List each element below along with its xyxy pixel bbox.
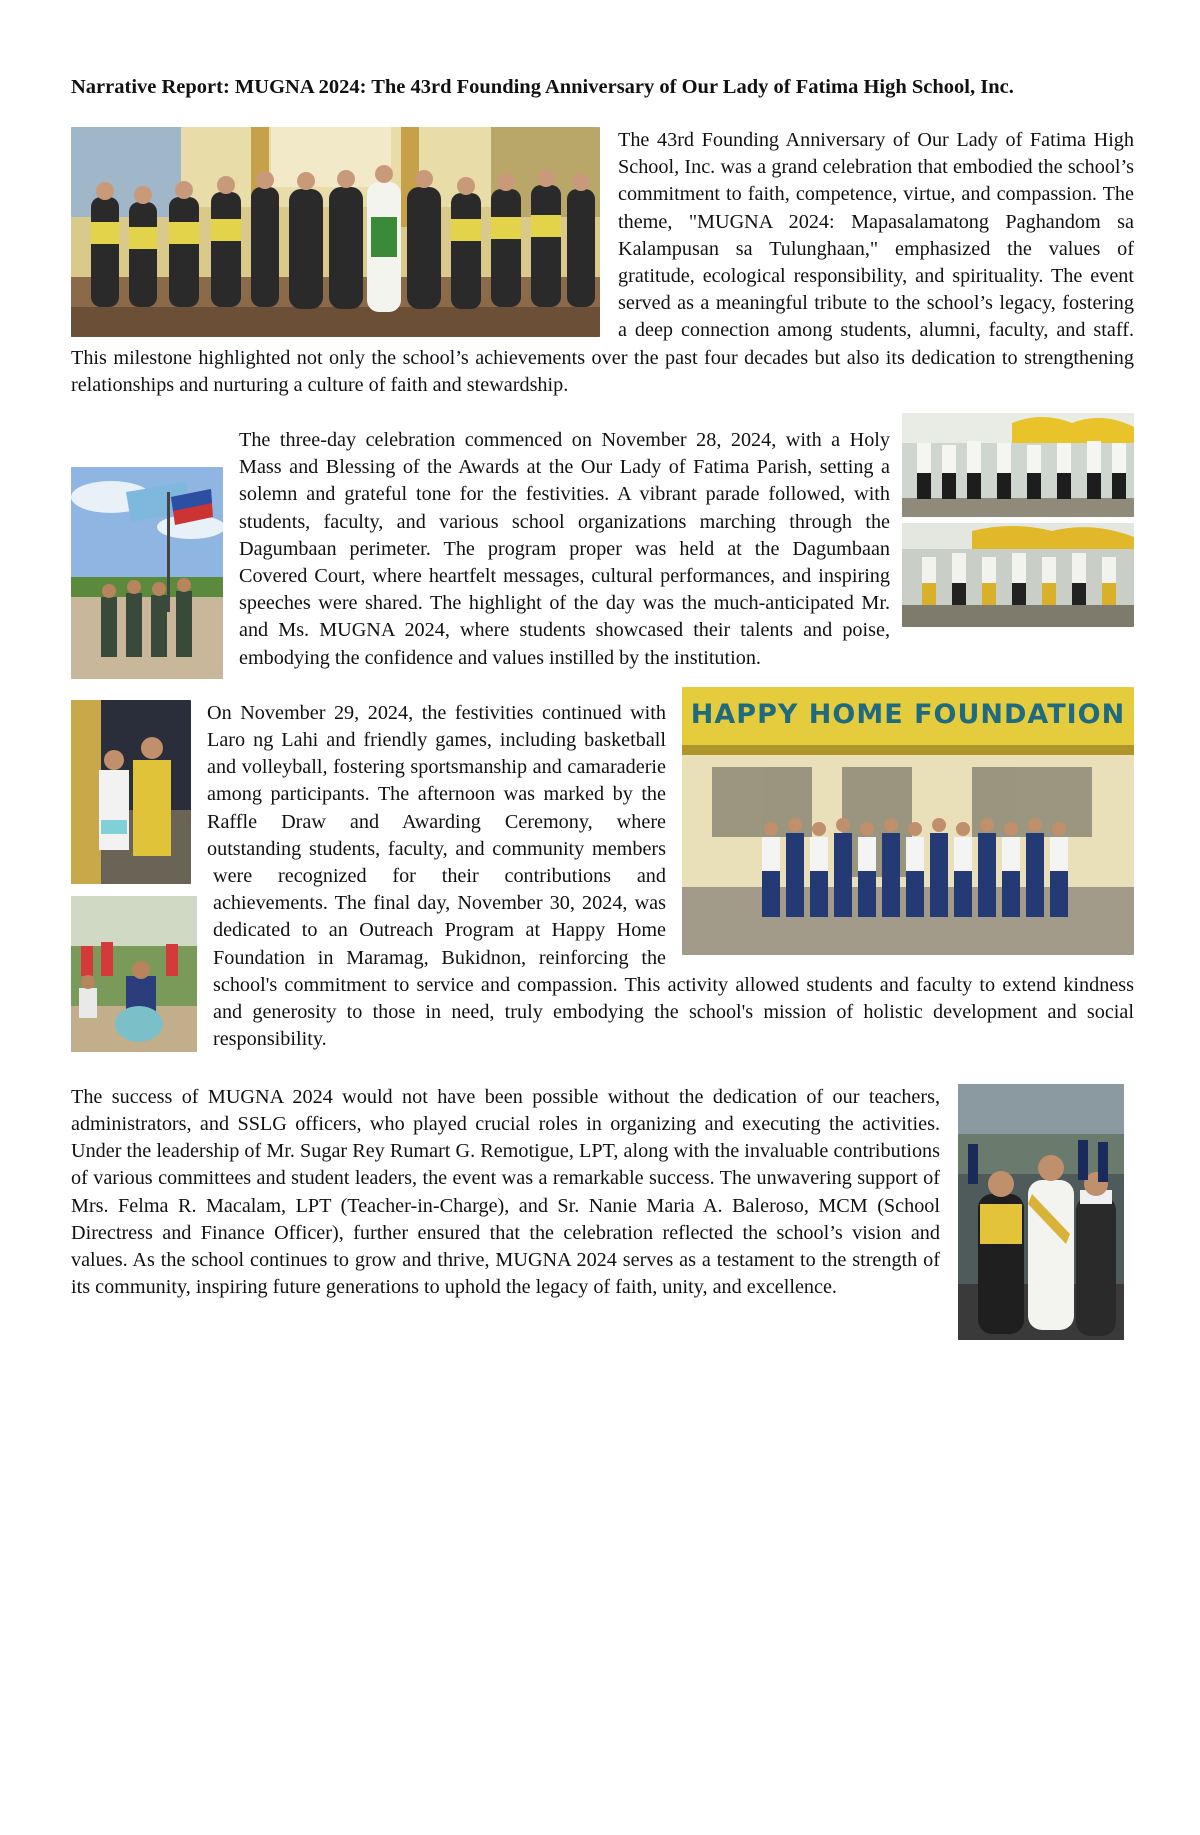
paragraph-acknowledgement: The success of MUGNA 2024 would not have been possible without the dedication of our teachers, administrators, and SSLG officers, who played crucial roles in organizing and executing the activities. Under the leadership of Mr. Sugar Rey Rumart G. Remotigue, LPT, along with the invaluable contributions of various committees and student leaders, the event was a remarkable success. The unwavering support of Mrs. Felma R. Macalam, LPT (Teacher-in-Charge), and Sr. Nanie Maria A. Baleroso, MCM (School Directress and Finance Officer), further ensured that the celebration reflected the school’s vision and values. As the school continues to grow and thrive, MUGNA 2024 serves as a testament to the strength of its community, inspiring future generations to uphold the legacy of faith, unity, and excellence. xyxy=(71,1085,940,1299)
paragraph-celebration: The three-day celebration commenced on November 28, 2024, with a Holy Mass and Blessing of the Awards at the Our Lady of Fatima Parish, setting a solemn and grateful tone for the festivities. A vibrant parade followed, with students, faculty, and various school organizations marching through the Dagumbaan perimeter. The program proper was held at the Dagumbaan Covered Court, where heartfelt messages, cultural performances, and inspiring speeches were shared. The highlight of the day was the much-anticipated Mr. and Ms. MUGNA 2024, where students showcased their talents and poise, embodying the confidence and values instilled by the institution. xyxy=(239,429,890,669)
parade-photo xyxy=(71,467,223,679)
raffle-awarding-photo xyxy=(71,700,191,884)
paragraph-festivities-text: On November 29, 2024, the festivities continued with Laro ng Lahi and friendly games, including basketball and volleyball, fostering sportsmanship and camaraderie among participants. The afternoon was marked by the Raffle Draw and Awarding Ceremony, where outstanding students, faculty, and community members were recognized for their contributions and achievements. The final day, November 30, 2024, was dedicated to an Outreach Program at Happy Home Foundation in Maramag, Bukidnon, reinforcing the school's commitment to service and compassion. This activity allowed students and faculty to extend kindness and generosity to those in need, truly embodying the school's mission of holistic development and social responsibility. xyxy=(207,701,1134,1051)
happy-home-foundation-photo xyxy=(682,687,1134,955)
photo-column-performances xyxy=(902,413,1134,627)
report-body xyxy=(71,74,1134,1344)
stage-performance-photo-2 xyxy=(902,523,1134,627)
mr-ms-mugna-photo xyxy=(958,1084,1124,1340)
foundation-sign: HAPPY HOME FOUNDATION xyxy=(690,698,1126,730)
group-photo-chapel xyxy=(71,127,600,337)
stage-performance-photo-1 xyxy=(902,413,1134,517)
report-title: Narrative Report: MUGNA 2024: The 43rd Founding Anniversary of Our Lady of Fatima High School, Inc. xyxy=(71,76,1014,98)
laro-ng-lahi-photo xyxy=(71,896,197,1052)
paragraph-intro: The 43rd Founding Anniversary of Our Lady of Fatima High School, Inc. was a grand celebration that embodied the school’s commitment to faith, competence, virtue, and compassion. The theme, "MUGNA 2024: Mapasalamatong Paghandom sa Kalampusan sa Tulunghaan," emphasized the values of gratitude, ecological responsibility, and spirituality. The event served as a meaningful tribute to the school’s legacy, fostering a deep connection among students, alumni, faculty, and staff. This milestone highlighted not only the school’s achievements over the past four decades but also its dedication to strengthening relationships and nurturing a culture of faith and stewardship. xyxy=(71,129,1134,396)
